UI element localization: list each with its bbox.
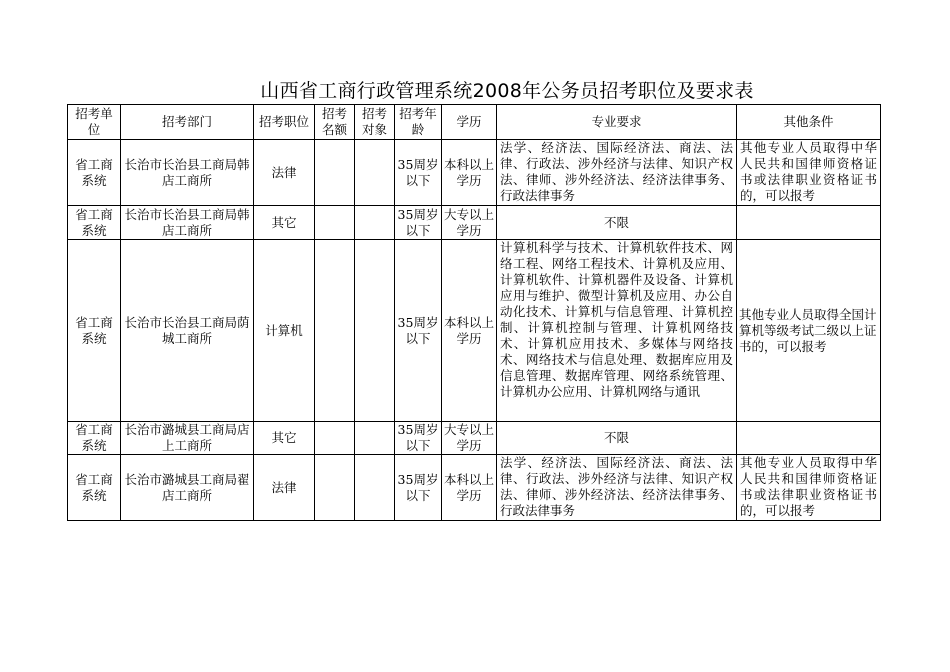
header-unit: 招考单位 <box>68 105 121 140</box>
cell-dept: 长治市长治县工商局荫城工商所 <box>121 240 254 422</box>
cell-target <box>355 455 395 521</box>
table-row <box>68 240 881 422</box>
cell-dept: 长治市长治县工商局韩店工商所 <box>121 140 254 206</box>
table-row <box>68 455 881 521</box>
cell-age: 35周岁以下 <box>395 140 442 206</box>
cell-other: 其他专业人员取得中华人民共和国律师资格证书或法律职业资格证书的，可以报考 <box>737 455 881 521</box>
header-major: 专业要求 <box>497 105 737 140</box>
cell-target <box>355 422 395 455</box>
cell-target <box>355 206 395 240</box>
cell-edu: 本科以上学历 <box>442 140 497 206</box>
cell-dept: 长治市潞城县工商局翟店工商所 <box>121 455 254 521</box>
cell-unit: 省工商系统 <box>68 140 121 206</box>
header-dept: 招考部门 <box>121 105 254 140</box>
cell-quota <box>315 206 355 240</box>
header-edu: 学历 <box>442 105 497 140</box>
cell-major: 计算机科学与技术、计算机软件技术、网络工程、网络工程技术、计算机及应用、计算机软件、计算机器件及设备、计算机应用与维护、微型计算机及应用、办公自动化技术、计算机与信息管理、计算机控制、计算机控制与管理、计算机网络技术、计算机应用技术、多媒体与网络技术、网络技术与信息处理、数据库应用及信息管理、数据库管理、网络系统管理、计算机办公应用、计算机网络与通讯 <box>497 240 737 422</box>
cell-quota <box>315 240 355 422</box>
cell-unit: 省工商系统 <box>68 206 121 240</box>
table-row <box>68 140 881 206</box>
cell-edu: 大专以上学历 <box>442 206 497 240</box>
cell-quota <box>315 455 355 521</box>
header-position: 招考职位 <box>254 105 315 140</box>
cell-major: 法学、经济法、国际经济法、商法、法律、行政法、涉外经济与法律、知识产权法、律师、涉外经济法、经济法律事务、行政法律事务 <box>497 140 737 206</box>
cell-edu: 本科以上学历 <box>442 240 497 422</box>
cell-other: 其他专业人员取得全国计算机等级考试二级以上证书的，可以报考 <box>737 240 881 422</box>
cell-major: 不限 <box>497 206 737 240</box>
cell-position: 其它 <box>254 422 315 455</box>
recruitment-table <box>67 104 881 521</box>
cell-position: 其它 <box>254 206 315 240</box>
cell-major: 法学、经济法、国际经济法、商法、法律、行政法、涉外经济与法律、知识产权法、律师、涉外经济法、经济法律事务、行政法律事务 <box>497 455 737 521</box>
cell-dept: 长治市长治县工商局韩店工商所 <box>121 206 254 240</box>
cell-other <box>737 206 881 240</box>
cell-target <box>355 240 395 422</box>
cell-unit: 省工商系统 <box>68 422 121 455</box>
cell-position: 计算机 <box>254 240 315 422</box>
cell-position: 法律 <box>254 140 315 206</box>
cell-quota <box>315 422 355 455</box>
cell-other <box>737 422 881 455</box>
page-title: 山西省工商行政管理系统2008年公务员招考职位及要求表 <box>260 80 754 102</box>
cell-unit: 省工商系统 <box>68 240 121 422</box>
cell-dept: 长治市潞城县工商局店上工商所 <box>121 422 254 455</box>
header-age: 招考年龄 <box>395 105 442 140</box>
table-row <box>68 206 881 240</box>
cell-edu: 本科以上学历 <box>442 455 497 521</box>
cell-age: 35周岁以下 <box>395 455 442 521</box>
cell-major: 不限 <box>497 422 737 455</box>
header-quota: 招考名额 <box>315 105 355 140</box>
cell-age: 35周岁以下 <box>395 240 442 422</box>
cell-other: 其他专业人员取得中华人民共和国律师资格证书或法律职业资格证书的，可以报考 <box>737 140 881 206</box>
cell-age: 35周岁以下 <box>395 206 442 240</box>
header-target: 招考对象 <box>355 105 395 140</box>
table-row <box>68 422 881 455</box>
cell-edu: 大专以上学历 <box>442 422 497 455</box>
cell-target <box>355 140 395 206</box>
cell-age: 35周岁以下 <box>395 422 442 455</box>
header-other: 其他条件 <box>737 105 881 140</box>
cell-quota <box>315 140 355 206</box>
header-row <box>68 105 881 140</box>
cell-position: 法律 <box>254 455 315 521</box>
cell-unit: 省工商系统 <box>68 455 121 521</box>
